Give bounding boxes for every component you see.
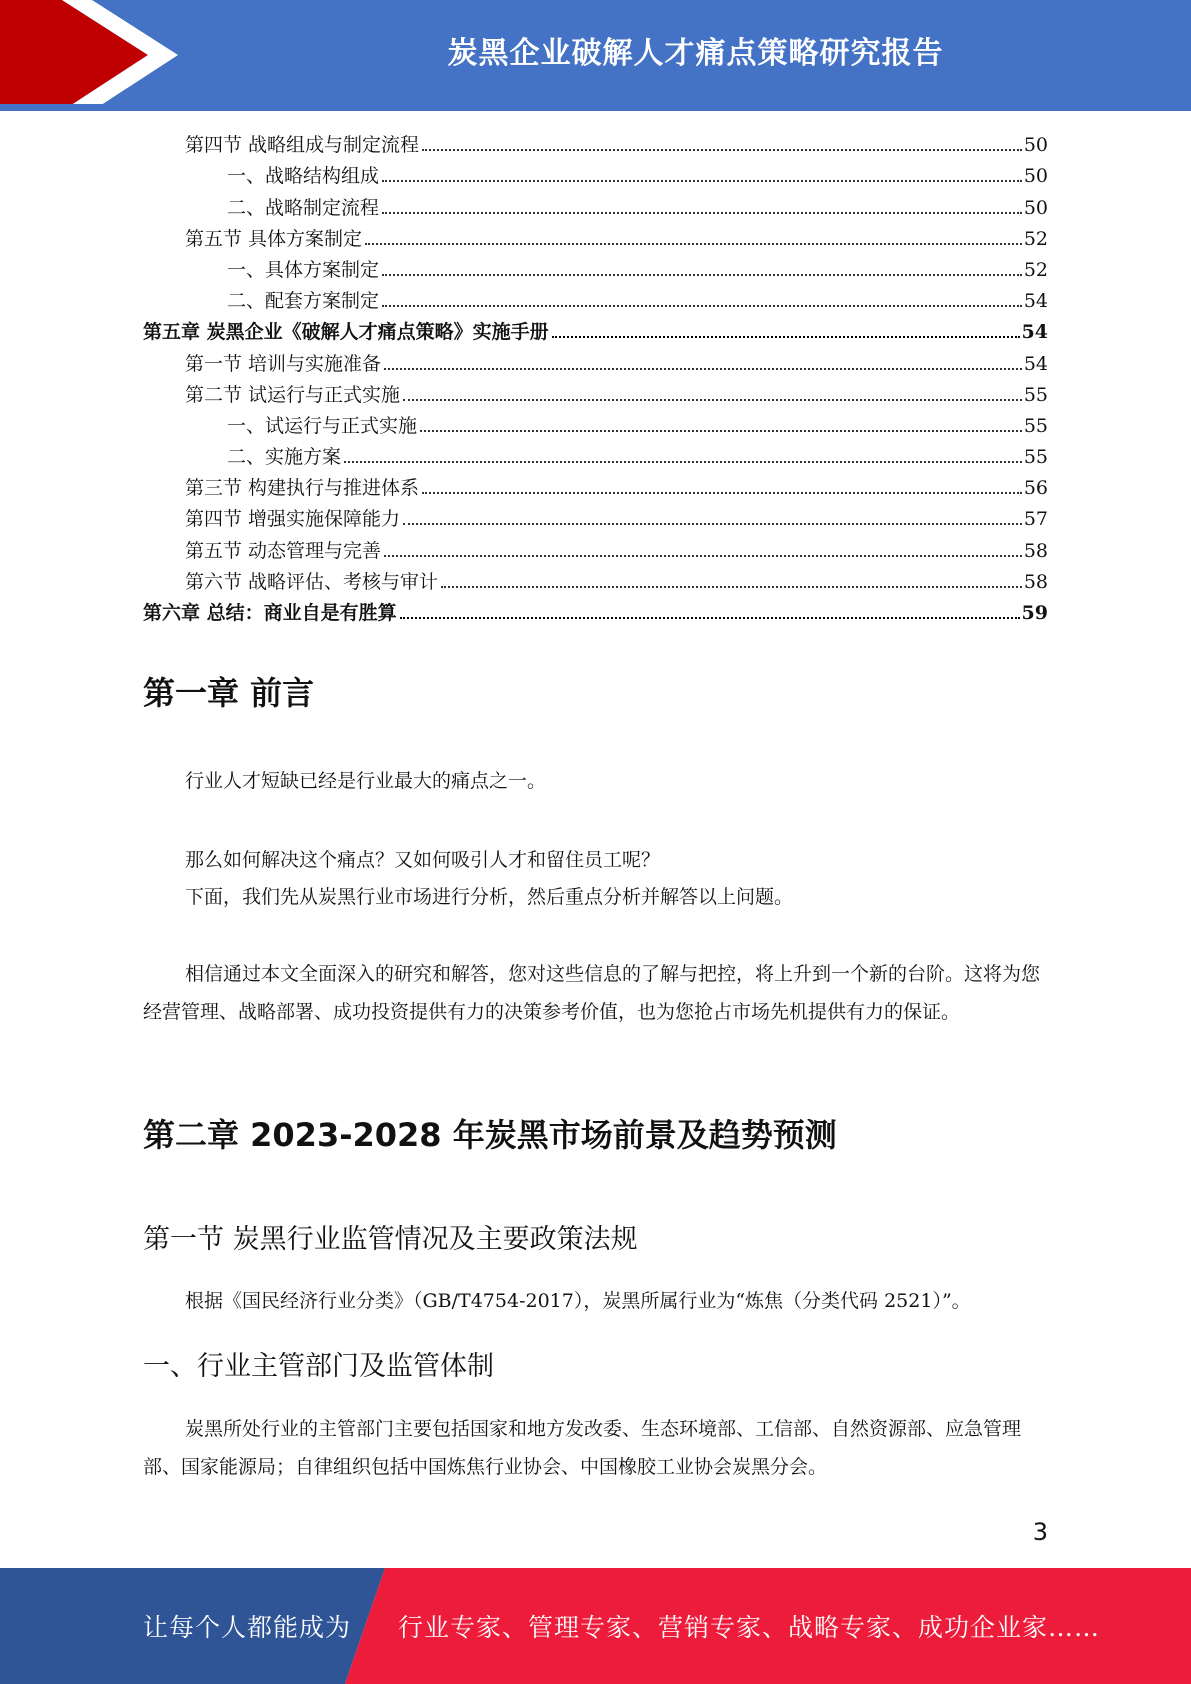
toc-entry[interactable] bbox=[143, 222, 1048, 253]
toc-entry-title: 第三节 构建执行与推进体系 bbox=[185, 477, 420, 500]
toc-entry-page: 52 bbox=[1023, 258, 1048, 281]
toc-leader-dots bbox=[384, 368, 1022, 370]
toc-entry-page: 58 bbox=[1023, 539, 1048, 562]
toc-entry-title: 二、配套方案制定 bbox=[227, 290, 380, 313]
toc-entry[interactable] bbox=[143, 471, 1048, 502]
table-of-contents bbox=[143, 128, 1048, 627]
chapter-2-title: 第二章 2023-2028 年炭黑市场前景及趋势预测 bbox=[143, 1116, 837, 1154]
toc-leader-dots bbox=[382, 212, 1022, 214]
toc-entry-title: 二、实施方案 bbox=[227, 446, 342, 469]
toc-leader-dots bbox=[382, 305, 1022, 307]
toc-entry[interactable] bbox=[143, 128, 1048, 159]
toc-entry-title: 一、试运行与正式实施 bbox=[227, 414, 418, 437]
toc-entry-title: 第五章 炭黑企业《破解人才痛点策略》实施手册 bbox=[143, 321, 549, 344]
subsection-1-title: 一、行业主管部门及监管体制 bbox=[143, 1351, 494, 1382]
toc-entry-title: 第四节 增强实施保障能力 bbox=[185, 508, 401, 531]
toc-entry-title: 第六章 总结：商业自是有胜算 bbox=[143, 602, 397, 624]
toc-entry-title: 第四节 战略组成与制定流程 bbox=[185, 134, 420, 157]
toc-leader-dots bbox=[365, 243, 1022, 245]
toc-entry-page: 59 bbox=[1021, 602, 1048, 624]
toc-entry[interactable] bbox=[143, 315, 1048, 346]
toc-entry-page: 50 bbox=[1023, 134, 1048, 157]
toc-entry[interactable] bbox=[143, 284, 1048, 315]
toc-entry-page: 56 bbox=[1023, 477, 1048, 500]
page-footer bbox=[0, 1568, 1191, 1684]
toc-entry-page: 55 bbox=[1023, 414, 1048, 437]
toc-leader-dots bbox=[384, 555, 1022, 557]
toc-entry[interactable] bbox=[143, 346, 1048, 377]
toc-entry-page: 54 bbox=[1023, 352, 1048, 375]
toc-entry[interactable] bbox=[143, 502, 1048, 533]
toc-entry[interactable] bbox=[143, 159, 1048, 190]
toc-entry[interactable] bbox=[143, 409, 1048, 440]
toc-leader-dots bbox=[552, 336, 1020, 338]
toc-leader-dots bbox=[382, 274, 1022, 276]
footer-slogan-left: 让每个人都能成为 bbox=[143, 1613, 352, 1642]
chapter-1-paragraph-2: 那么如何解决这个痛点？又如何吸引人才和留住员工呢？ bbox=[185, 849, 661, 871]
chapter-1-title: 第一章 前言 bbox=[143, 674, 315, 712]
page-header bbox=[0, 0, 1191, 111]
toc-leader-dots bbox=[422, 149, 1022, 151]
section-1-paragraph: 根据《国民经济行业分类》（GB/T4754-2017），炭黑所属行业为“炼焦（分类代码 2521）”。 bbox=[185, 1290, 971, 1312]
toc-leader-dots bbox=[441, 586, 1022, 588]
footer-slogan-right: 行业专家、管理专家、营销专家、战略专家、成功企业家…… bbox=[398, 1613, 1101, 1642]
toc-entry-page: 58 bbox=[1023, 570, 1048, 593]
toc-entry-page: 55 bbox=[1023, 446, 1048, 469]
toc-leader-dots bbox=[420, 430, 1022, 432]
toc-entry-title: 第六节 战略评估、考核与审计 bbox=[185, 570, 439, 593]
toc-entry-title: 第二节 试运行与正式实施 bbox=[185, 383, 401, 406]
toc-leader-dots bbox=[382, 180, 1022, 182]
section-1-title: 第一节 炭黑行业监管情况及主要政策法规 bbox=[143, 1224, 638, 1255]
toc-leader-dots bbox=[403, 523, 1022, 525]
toc-entry[interactable] bbox=[143, 253, 1048, 284]
toc-entry-page: 57 bbox=[1023, 508, 1048, 531]
toc-entry[interactable] bbox=[143, 565, 1048, 596]
toc-entry[interactable] bbox=[143, 440, 1048, 471]
toc-leader-dots bbox=[344, 461, 1022, 463]
toc-entry-page: 50 bbox=[1023, 165, 1048, 188]
toc-entry-title: 第五节 具体方案制定 bbox=[185, 227, 363, 250]
toc-entry-page: 52 bbox=[1023, 227, 1048, 250]
toc-leader-dots bbox=[400, 617, 1020, 619]
toc-entry-title: 一、战略结构组成 bbox=[227, 165, 380, 188]
toc-leader-dots bbox=[422, 492, 1022, 494]
subsection-1-paragraph: 炭黑所处行业的主管部门主要包括国家和地方发改委、生态环境部、工信部、自然资源部、应急管理部、国家能源局；自律组织包括中国炼焦行业协会、中国橡胶工业协会炭黑分会。 bbox=[143, 1418, 1022, 1478]
toc-leader-dots bbox=[403, 399, 1022, 401]
toc-entry[interactable] bbox=[143, 596, 1048, 627]
toc-entry-page: 54 bbox=[1023, 290, 1048, 313]
chapter-1-paragraph-3: 下面，我们先从炭黑行业市场进行分析，然后重点分析并解答以上问题。 bbox=[185, 886, 794, 908]
toc-entry-title: 一、具体方案制定 bbox=[227, 258, 380, 281]
toc-entry-page: 50 bbox=[1023, 196, 1048, 219]
toc-entry[interactable] bbox=[143, 190, 1048, 221]
chapter-1-paragraph-1: 行业人才短缺已经是行业最大的痛点之一。 bbox=[185, 770, 547, 792]
page-number: 3 bbox=[1032, 1518, 1048, 1546]
toc-entry-page: 54 bbox=[1021, 321, 1048, 344]
chapter-1-paragraph-4: 相信通过本文全面深入的研究和解答，您对这些信息的了解与把控，将上升到一个新的台阶。这将为您经营管理、战略部署、成功投资提供有力的决策参考价值，也为您抢占市场先机提供有力的保证。 bbox=[143, 963, 1041, 1023]
toc-entry-page: 55 bbox=[1023, 383, 1048, 406]
toc-entry-title: 第一节 培训与实施准备 bbox=[185, 352, 382, 375]
toc-entry-title: 二、战略制定流程 bbox=[227, 196, 380, 219]
report-title: 炭黑企业破解人才痛点策略研究报告 bbox=[447, 36, 944, 71]
toc-entry[interactable] bbox=[143, 378, 1048, 409]
toc-entry[interactable] bbox=[143, 533, 1048, 564]
toc-entry-title: 第五节 动态管理与完善 bbox=[185, 539, 382, 562]
